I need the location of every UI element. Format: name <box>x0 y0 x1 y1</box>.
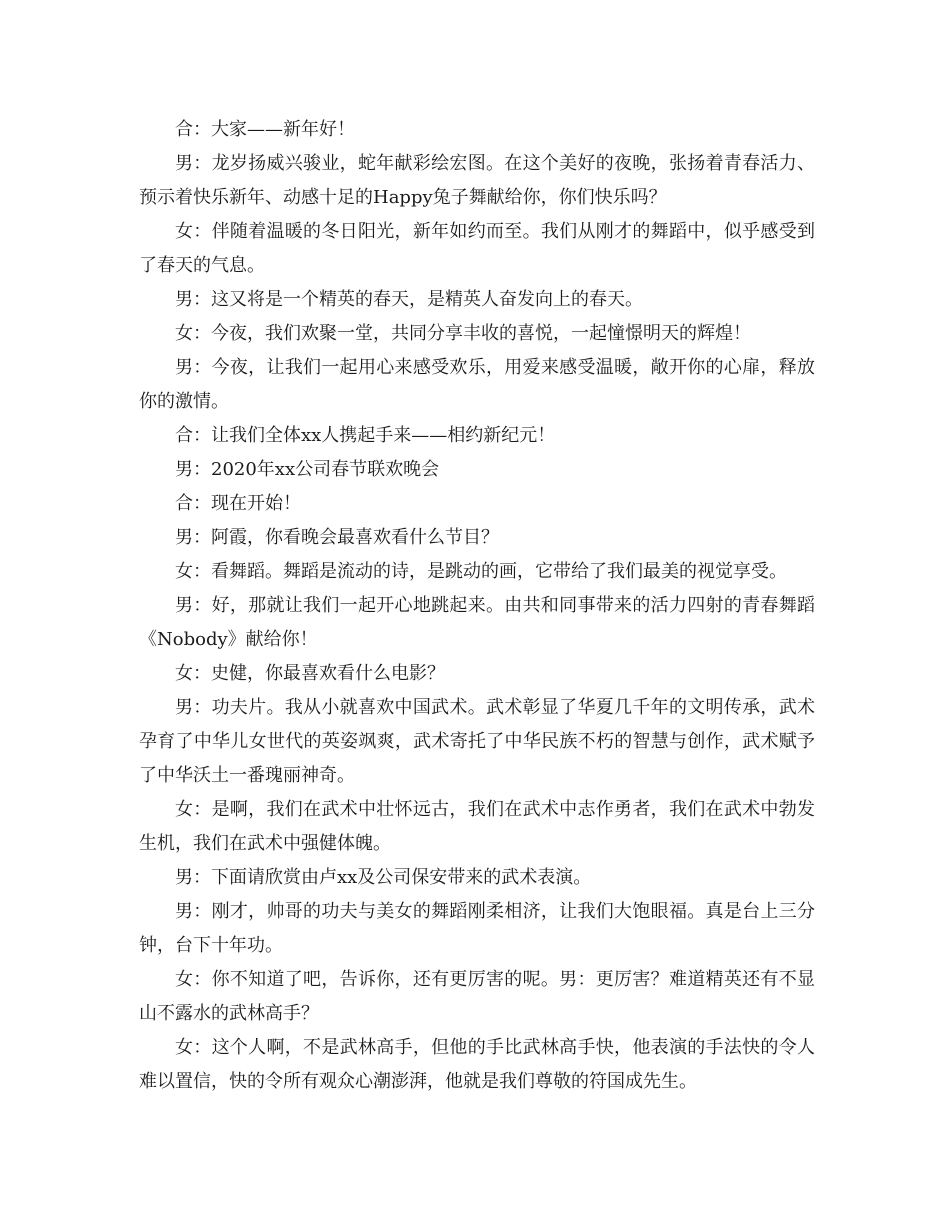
paragraph-8: 男：2020年xx公司春节联欢晚会 <box>175 459 440 480</box>
paragraph-14: 男：功夫片。我从小就喜欢中国武术。武术彰显了华夏几千年的文明传承，武术孕育了中华儿女世代的英姿飒爽，武术寄托了中华民族不朽的智慧与创作，武术赋予了中华沃土一番瑰丽神奇。 <box>139 697 815 786</box>
paragraph-3: 女：伴随着温暖的冬日阳光，新年如约而至。我们从刚才的舞蹈中，似乎感受到了春天的气息。 <box>139 221 815 276</box>
paragraph-6: 男：今夜，让我们一起用心来感受欢乐，用爱来感受温暖，敞开你的心扉，释放你的激情。 <box>139 357 815 412</box>
paragraph-1: 合：大家——新年好！ <box>175 119 355 140</box>
paragraph-18: 女：你不知道了吧，告诉你，还有更厉害的呢。男：更厉害？难道精英还有不显山不露水的武林高手？ <box>139 969 815 1024</box>
paragraph-9: 合：现在开始！ <box>175 493 301 514</box>
paragraph-11: 女：看舞蹈。舞蹈是流动的诗，是跳动的画，它带给了我们最美的视觉享受。 <box>175 561 787 582</box>
paragraph-10: 男：阿霞，你看晚会最喜欢看什么节目？ <box>175 527 499 548</box>
paragraph-7: 合：让我们全体xx人携起手来——相约新纪元！ <box>175 425 556 446</box>
paragraph-13: 女：史健，你最喜欢看什么电影？ <box>175 663 445 684</box>
paragraph-5: 女：今夜，我们欢聚一堂，共同分享丰收的喜悦，一起憧憬明天的辉煌！ <box>175 323 751 344</box>
paragraph-17: 男：刚才，帅哥的功夫与美女的舞蹈刚柔相济，让我们大饱眼福。真是台上三分钟，台下十年功。 <box>139 901 815 956</box>
paragraph-12: 男：好，那就让我们一起开心地跳起来。由共和同事带来的活力四射的青春舞蹈《Nobody》献给你！ <box>139 595 815 650</box>
paragraph-16: 男：下面请欣赏由卢xx及公司保安带来的武术表演。 <box>175 867 592 888</box>
paragraph-15: 女：是啊，我们在武术中壮怀远古，我们在武术中志作勇者，我们在武术中勃发生机，我们在武术中强健体魄。 <box>139 799 815 854</box>
paragraph-19: 女：这个人啊，不是武林高手，但他的手比武林高手快，他表演的手法快的令人难以置信，快的令所有观众心潮澎湃，他就是我们尊敬的符国成先生。 <box>139 1037 815 1092</box>
paragraph-4: 男：这又将是一个精英的春天，是精英人奋发向上的春天。 <box>175 289 643 310</box>
document-body <box>139 113 815 1099</box>
paragraph-2: 男：龙岁扬威兴骏业，蛇年献彩绘宏图。在这个美好的夜晚，张扬着青春活力、预示着快乐新年、动感十足的Happy兔子舞献给你，你们快乐吗？ <box>139 153 815 208</box>
